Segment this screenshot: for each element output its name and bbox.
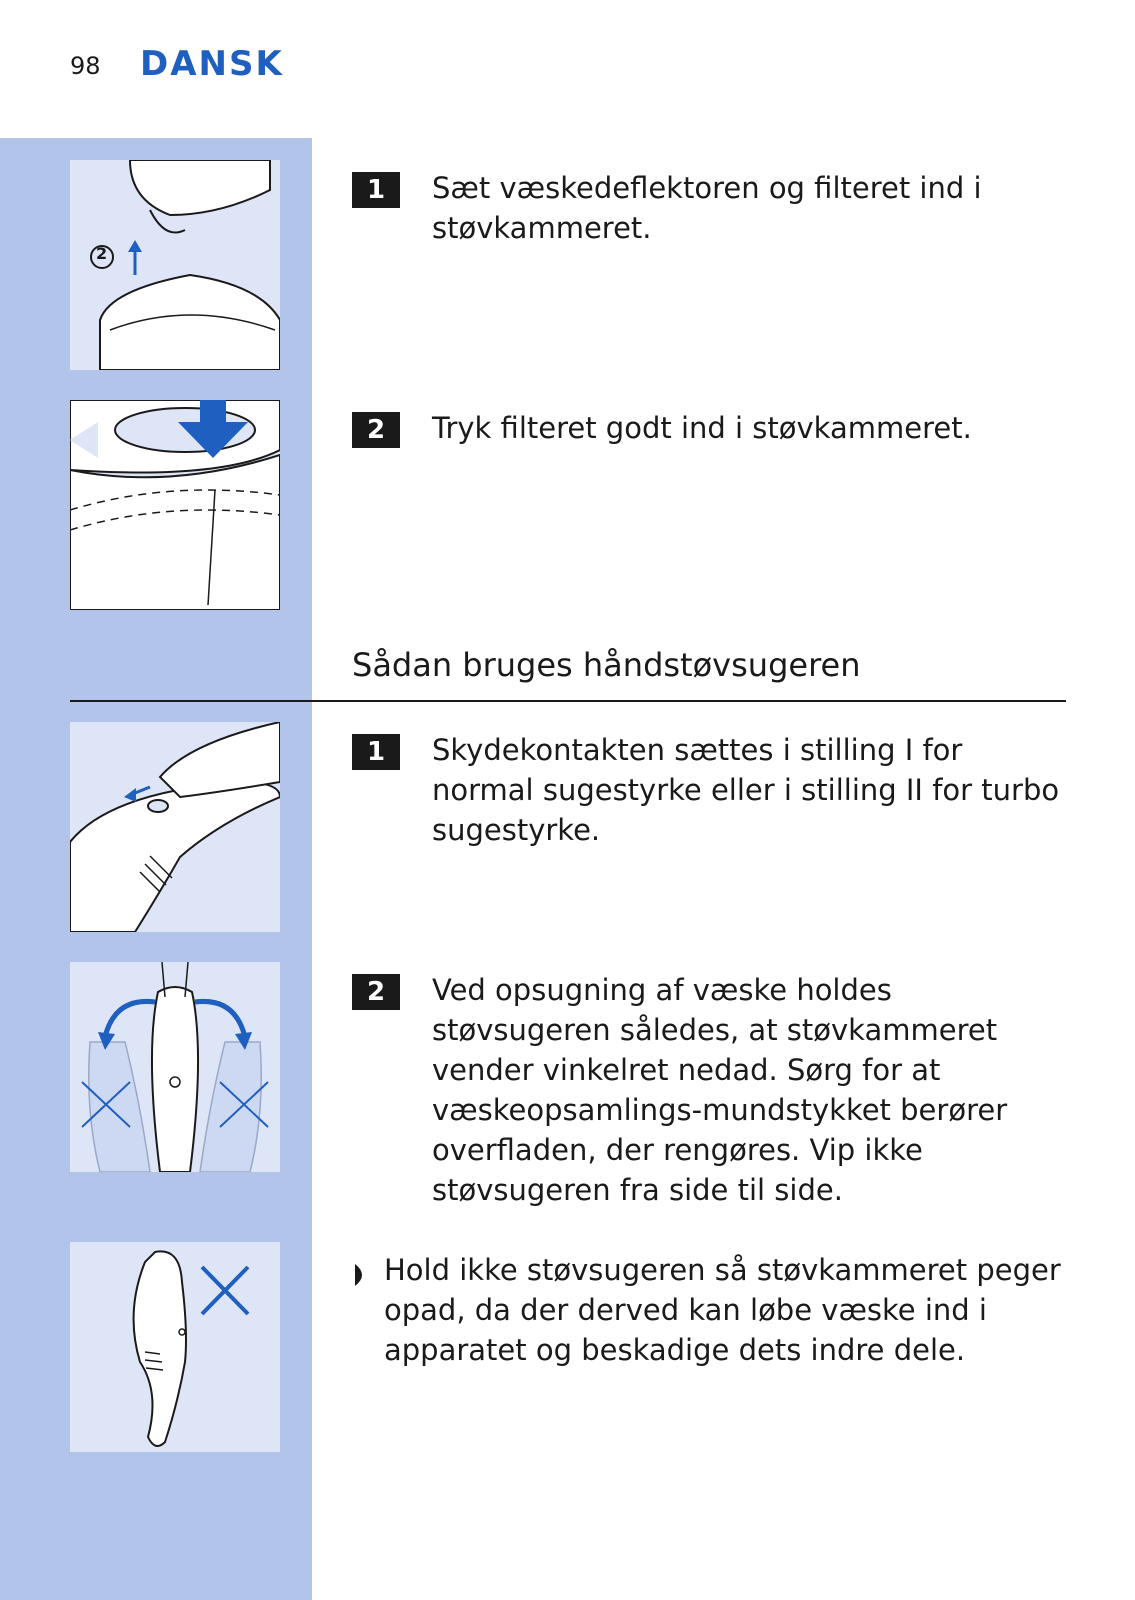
step-instruction: Skydekontakten sættes i stilling I for normal sugestyrke eller i stilling II for turbo sugestyrke.: [432, 733, 1060, 847]
step-number-badge: 1: [352, 172, 400, 208]
step-number-badge: 2: [352, 974, 400, 1010]
warning-note: Hold ikke støvsugeren så støvkammeret peger opad, da der derved kan løbe væske ind i apparatet og beskadige dets indre dele.: [384, 1253, 1061, 1367]
figure-callout-number: 2: [96, 244, 108, 263]
figure-insert-deflector: [70, 160, 280, 370]
figure-slide-switch: [70, 722, 280, 932]
page-number: 98: [70, 52, 101, 80]
figure-do-not-tilt-up: [70, 1242, 280, 1452]
bullet-icon: [352, 1262, 370, 1288]
section-divider: [70, 700, 1066, 702]
figure-hold-vertical: [70, 962, 280, 1172]
step-number-badge: 2: [352, 412, 400, 448]
section-heading: Sådan bruges håndstøvsugeren: [352, 646, 861, 684]
figure-press-filter: [70, 400, 280, 610]
step-number-badge: 1: [352, 734, 400, 770]
step-instruction: Tryk filteret godt ind i støvkammeret.: [432, 411, 972, 445]
language-heading: DANSK: [140, 44, 284, 84]
step-instruction: Sæt væskedeflektoren og filteret ind i støvkammeret.: [432, 171, 982, 245]
step-instruction: Ved opsugning af væske holdes støvsugeren således, at støvkammeret vender vinkelret nedad. Sørg for at væskeopsamlings-mundstykket berører overfladen, der rengøres. Vip ikke støvsugeren fra side til side.: [432, 973, 1008, 1207]
